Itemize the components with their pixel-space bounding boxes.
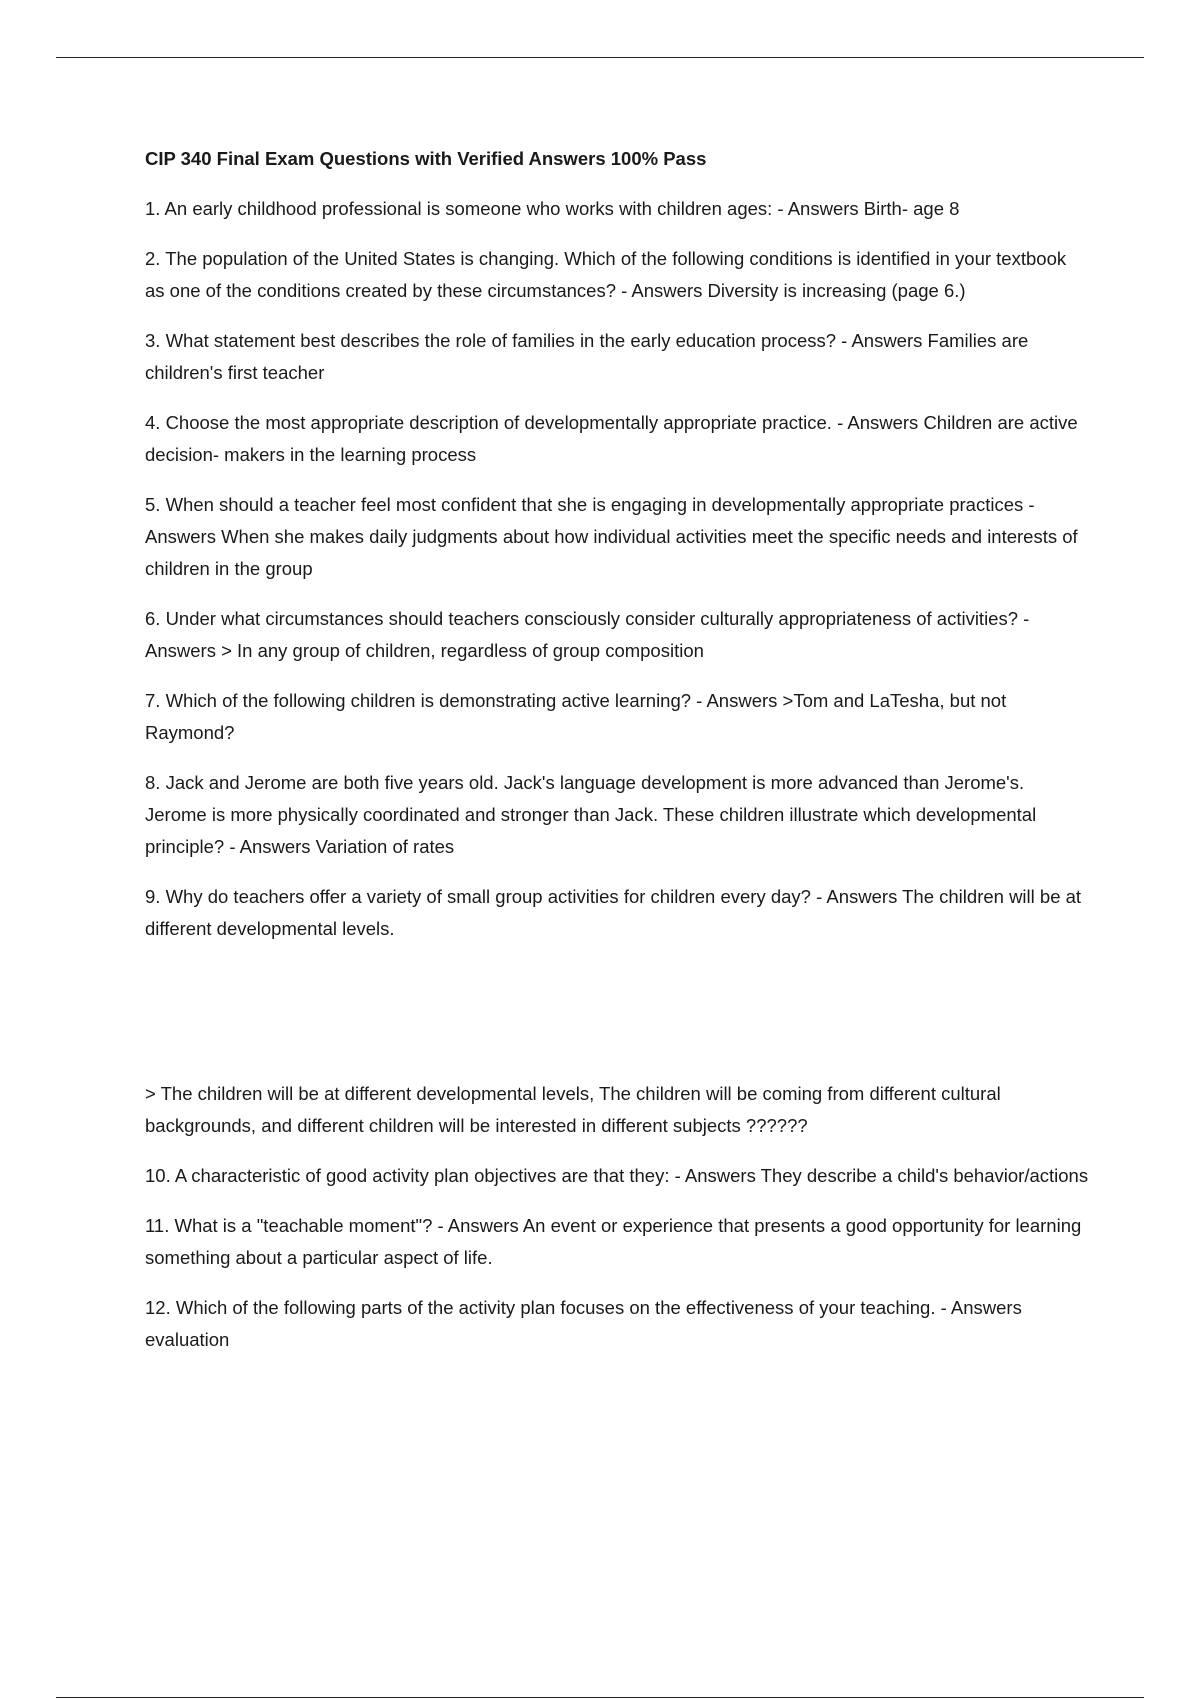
- document-title: CIP 340 Final Exam Questions with Verified Answers 100% Pass: [145, 148, 707, 169]
- bottom-rule: [56, 1697, 1144, 1698]
- question-2: 2. The population of the United States is changing. Which of the following conditions is identified in your textbook as one of the conditions created by these circumstances? - Answers Diversity is increasing (page 6.): [145, 248, 1067, 301]
- question-4: 4. Choose the most appropriate description of developmentally appropriate practice. - Answers Children are active decision- makers in the learning process: [145, 412, 1078, 465]
- document-body: [145, 145, 1090, 1374]
- blank-gap: [145, 963, 1090, 1078]
- question-11: 11. What is a "teachable moment"? - Answers An event or experience that presents a good opportunity for learning something about a particular aspect of life.: [145, 1215, 1082, 1268]
- question-5: 5. When should a teacher feel most confident that she is engaging in developmentally appropriate practices - Answers When she makes daily judgments about how individual activities meet the specific needs and interests of children in the group: [145, 494, 1078, 579]
- question-6: 6. Under what circumstances should teachers consciously consider culturally appropriateness of activities? - Answers > In any group of children, regardless of group composition: [145, 608, 1030, 661]
- question-9: 9. Why do teachers offer a variety of small group activities for children every day? - Answers The children will be at different developmental levels.: [145, 886, 1082, 939]
- top-rule: [56, 57, 1144, 58]
- question-12: 12. Which of the following parts of the activity plan focuses on the effectiveness of your teaching. - Answers evaluation: [145, 1297, 1022, 1350]
- answer-continuation: > The children will be at different developmental levels, The children will be coming from different cultural backgrounds, and different children will be interested in different subjects ??????: [145, 1083, 1001, 1136]
- question-7: 7. Which of the following children is demonstrating active learning? - Answers >Tom and LaTesha, but not Raymond?: [145, 690, 1007, 743]
- question-10: 10. A characteristic of good activity plan objectives are that they: - Answers They describe a child's behavior/actions: [145, 1165, 1089, 1186]
- question-1: 1. An early childhood professional is someone who works with children ages: - Answers Birth- age 8: [145, 198, 960, 219]
- question-3: 3. What statement best describes the role of families in the early education process? - Answers Families are children's first teacher: [145, 330, 1029, 383]
- question-8: 8. Jack and Jerome are both five years old. Jack's language development is more advanced than Jerome's. Jerome is more physically coordinated and stronger than Jack. These children illustrate which developmental principle? - Answers Variation of rates: [145, 772, 1037, 857]
